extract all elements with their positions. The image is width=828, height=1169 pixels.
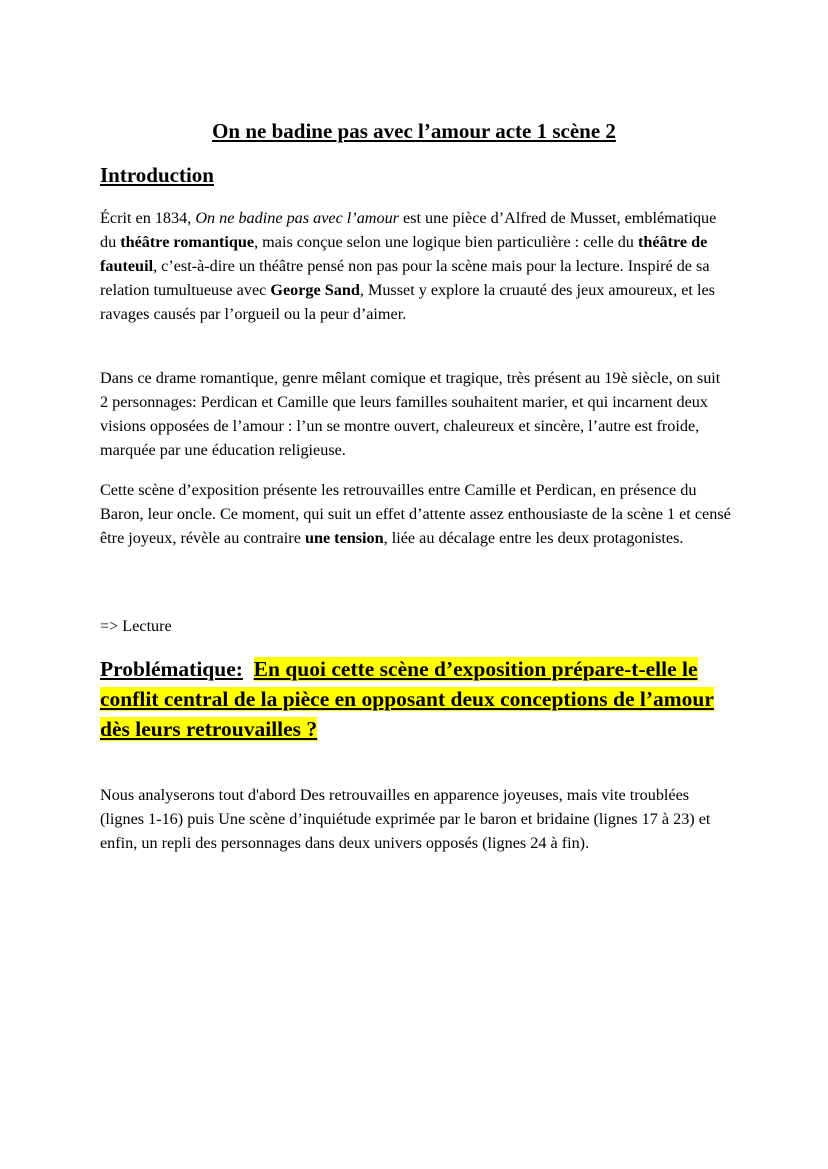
p1-bold-1: théâtre romantique <box>120 233 255 251</box>
work-title: On ne badine pas avec l’amour <box>195 209 399 227</box>
problematique <box>100 654 740 744</box>
p1-bold-3: George Sand <box>270 281 360 299</box>
problematique-label: Problématique: <box>100 657 243 681</box>
problematique-question: En quoi cette scène d’exposition prépare-t-elle le conflit central de la pièce en opposant deux conceptions de l’amour dès leurs retrouvailles ? <box>100 657 714 741</box>
p3-text-2: , liée au décalage entre les deux protagonistes. <box>383 529 684 547</box>
p1-text-3: , mais conçue selon une logique bien particulière : celle du <box>254 233 638 251</box>
p1-text-4: , c’est-à-dire un théâtre pensé non pas pour la scène mais pour la lecture. Inspiré de sa relation tumultueuse avec <box>100 257 710 299</box>
p3-text-1: Cette scène d’exposition présente les retrouvailles entre Camille et Perdican, en présence du Baron, leur oncle. Ce moment, qui suit un effet d’attente assez enthousiaste de la scène 1 et censé être joyeux, révèle au contraire <box>100 481 731 547</box>
reading-note: => Lecture <box>100 617 172 635</box>
intro-paragraph-1 <box>100 206 732 326</box>
p1-text-1: Écrit en 1834, <box>100 209 196 227</box>
introduction-heading: Introduction <box>100 163 214 187</box>
p1-bold-2: théâtre de fauteuil <box>100 233 708 275</box>
document-title: On ne badine pas avec l’amour acte 1 scène 2 <box>212 119 616 143</box>
p1-text-2: est une pièce d’Alfred de Musset, emblématique du <box>100 209 717 251</box>
plan-paragraph: Nous analyserons tout d'abord Des retrouvailles en apparence joyeuses, mais vite troublées (lignes 1-16) puis Une scène d’inquiétude exprimée par le baron et bridaine (lignes 17 à 23) et enfin, un repli des personnages dans deux univers opposés (lignes 24 à fin). <box>100 786 711 852</box>
intro-paragraph-3 <box>100 478 732 550</box>
p3-bold-1: une tension <box>304 529 384 547</box>
intro-paragraph-2: Dans ce drame romantique, genre mêlant comique et tragique, très présent au 19è siècle, on suit 2 personnages: Perdican et Camille que leurs familles souhaitent marier, et qui incarnent deux visions opposées de l’amour : l’un se montre ouvert, chaleureux et sincère, l’autre est froide, marquée par une éducation religieuse. <box>100 369 721 459</box>
p1-text-5: , Musset y explore la cruauté des jeux amoureux, et les ravages causés par l’orgueil ou la peur d’aimer. <box>100 281 715 323</box>
